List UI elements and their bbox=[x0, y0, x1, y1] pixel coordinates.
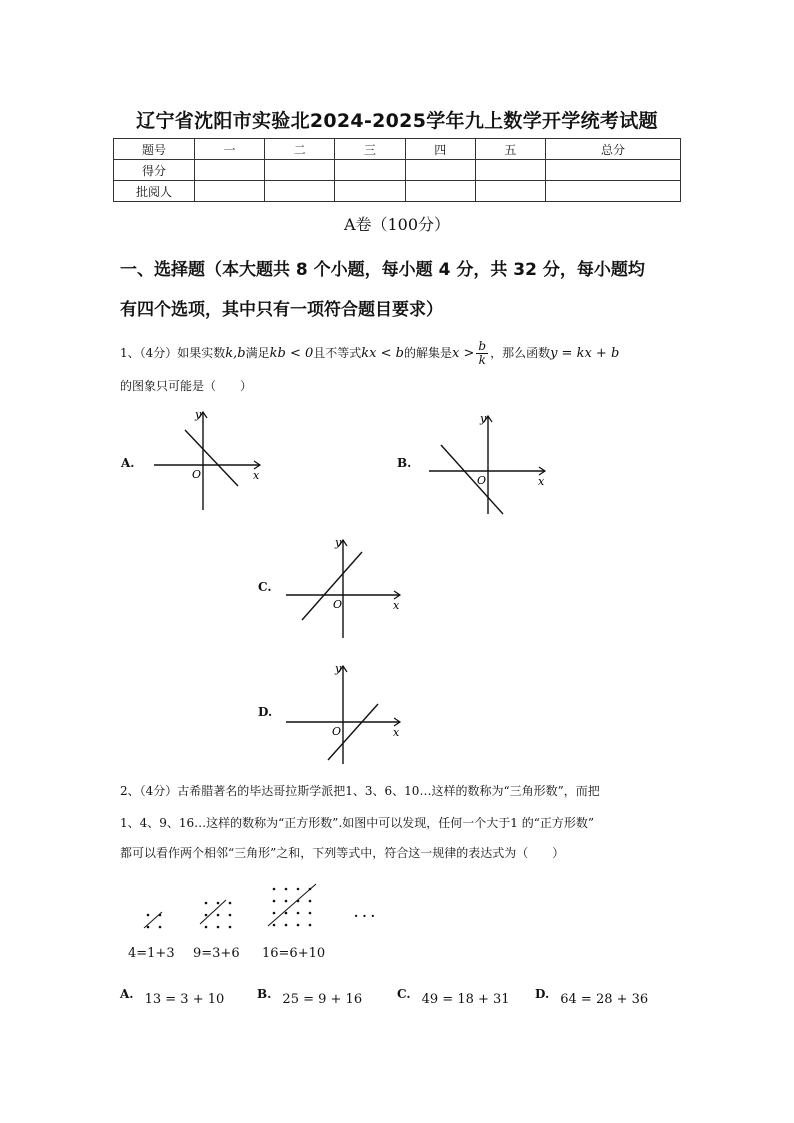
q1-graph-b bbox=[425, 410, 549, 518]
q1-text: 1、（4分）如果实数 bbox=[120, 346, 226, 360]
q1-graph-c bbox=[282, 534, 404, 642]
table-cell bbox=[405, 160, 475, 181]
table-cell: 五 bbox=[475, 139, 545, 160]
table-cell bbox=[546, 160, 681, 181]
q1-option-c-label[interactable]: C. bbox=[258, 580, 272, 594]
table-cell bbox=[265, 181, 335, 202]
table-cell: 一 bbox=[195, 139, 265, 160]
q1-text: ，那么函数 bbox=[490, 346, 551, 360]
y-axis-label: y bbox=[195, 408, 202, 421]
table-cell bbox=[195, 160, 265, 181]
option-letter: D. bbox=[535, 987, 550, 1001]
q1-inequality: kx < b bbox=[361, 346, 404, 361]
dot-grid-4x4 bbox=[268, 884, 316, 926]
y-axis-label: y bbox=[480, 412, 487, 425]
table-cell bbox=[475, 181, 545, 202]
y-axis-label: y bbox=[335, 662, 342, 675]
q1-option-d-label[interactable]: D. bbox=[258, 705, 273, 719]
option-expression: 13 = 3 + 10 bbox=[144, 992, 225, 1007]
option-expression: 25 = 9 + 16 bbox=[282, 992, 363, 1007]
q1-option-b-label[interactable]: B. bbox=[397, 456, 412, 470]
table-row bbox=[114, 139, 681, 160]
q2-option-d[interactable] bbox=[535, 983, 649, 1007]
q1-function: y = kx + b bbox=[550, 346, 620, 361]
ellipsis: · · · bbox=[354, 909, 375, 923]
q1-graph-a bbox=[148, 406, 264, 514]
question-2-line2: 1、4、9、16…这样的数称为“正方形数”.如图中可以发现，任何一个大于1 的“正方形数” bbox=[120, 816, 594, 830]
q1-text: 满足 bbox=[245, 346, 270, 360]
section-heading-line1: 一、选择题（本大题共 8 个小题，每小题 4 分，共 32 分，每小题均 bbox=[120, 260, 645, 280]
x-axis-label: x bbox=[393, 726, 400, 739]
table-cell bbox=[405, 181, 475, 202]
x-axis-label: x bbox=[393, 599, 400, 612]
option-letter: C. bbox=[397, 987, 411, 1001]
table-cell bbox=[546, 181, 681, 202]
dot-grid-3x3 bbox=[200, 900, 231, 928]
q1-text: 且不等式 bbox=[313, 346, 362, 360]
q1-text: 的解集是 bbox=[404, 346, 453, 360]
option-expression: 49 = 18 + 31 bbox=[421, 992, 510, 1007]
score-table bbox=[113, 138, 681, 202]
option-letter: A. bbox=[120, 987, 134, 1001]
origin-label: O bbox=[477, 474, 487, 487]
q1-graph-d bbox=[282, 660, 404, 768]
q2-dot-figure bbox=[138, 880, 398, 940]
x-axis-label: x bbox=[538, 475, 545, 488]
origin-label: O bbox=[192, 468, 202, 481]
table-cell: 三 bbox=[335, 139, 405, 160]
table-cell bbox=[265, 160, 335, 181]
table-cell: 得分 bbox=[114, 160, 195, 181]
table-cell bbox=[335, 160, 405, 181]
function-line bbox=[302, 552, 362, 620]
table-cell: 总分 bbox=[546, 139, 681, 160]
origin-label: O bbox=[333, 598, 343, 611]
q2-option-c[interactable] bbox=[397, 983, 510, 1007]
table-cell: 批阅人 bbox=[114, 181, 195, 202]
q1-fraction bbox=[476, 340, 488, 367]
document-title: 辽宁省沈阳市实验北2024-2025学年九上数学开学统考试题 bbox=[136, 110, 658, 132]
figure-label-1: 4=1+3 bbox=[128, 946, 175, 961]
figure-label-2: 9=3+6 bbox=[193, 946, 240, 961]
dot-grid-2x2 bbox=[144, 912, 162, 928]
table-cell bbox=[475, 160, 545, 181]
table-row bbox=[114, 160, 681, 181]
function-line bbox=[441, 445, 503, 514]
volume-heading: A卷（100分） bbox=[343, 215, 451, 234]
x-axis-label: x bbox=[253, 469, 260, 482]
question-1-line2: 的图象只可能是（ ） bbox=[120, 379, 253, 393]
q2-option-b[interactable] bbox=[257, 983, 363, 1007]
section-heading-line2: 有四个选项，其中只有一项符合题目要求） bbox=[120, 300, 443, 320]
table-cell bbox=[195, 181, 265, 202]
table-row bbox=[114, 181, 681, 202]
fraction-numerator: b bbox=[478, 339, 487, 353]
option-expression: 64 = 28 + 36 bbox=[560, 992, 649, 1007]
table-cell: 题号 bbox=[114, 139, 195, 160]
question-2-line3: 都可以看作两个相邻“三角形”之和，下列等式中，符合这一规律的表达式为（ ） bbox=[120, 846, 565, 860]
origin-label: O bbox=[332, 725, 342, 738]
figure-label-3: 16=6+10 bbox=[262, 946, 326, 961]
q1-condition: kb < 0 bbox=[269, 346, 314, 361]
question-2-line1: 2、（4分）古希腊著名的毕达哥拉斯学派把1、3、6、10…这样的数称为“三角形数”，而把 bbox=[120, 784, 600, 798]
option-letter: B. bbox=[257, 987, 272, 1001]
q1-option-a-label[interactable]: A. bbox=[121, 456, 135, 470]
table-cell: 四 bbox=[405, 139, 475, 160]
table-cell bbox=[335, 181, 405, 202]
fraction-denominator: k bbox=[478, 353, 486, 367]
q1-vars: k,b bbox=[225, 346, 246, 361]
table-cell: 二 bbox=[265, 139, 335, 160]
q1-solution: x > bbox=[452, 346, 475, 361]
q2-option-a[interactable] bbox=[120, 983, 225, 1007]
question-1-line1 bbox=[120, 340, 690, 367]
y-axis-label: y bbox=[335, 536, 342, 549]
